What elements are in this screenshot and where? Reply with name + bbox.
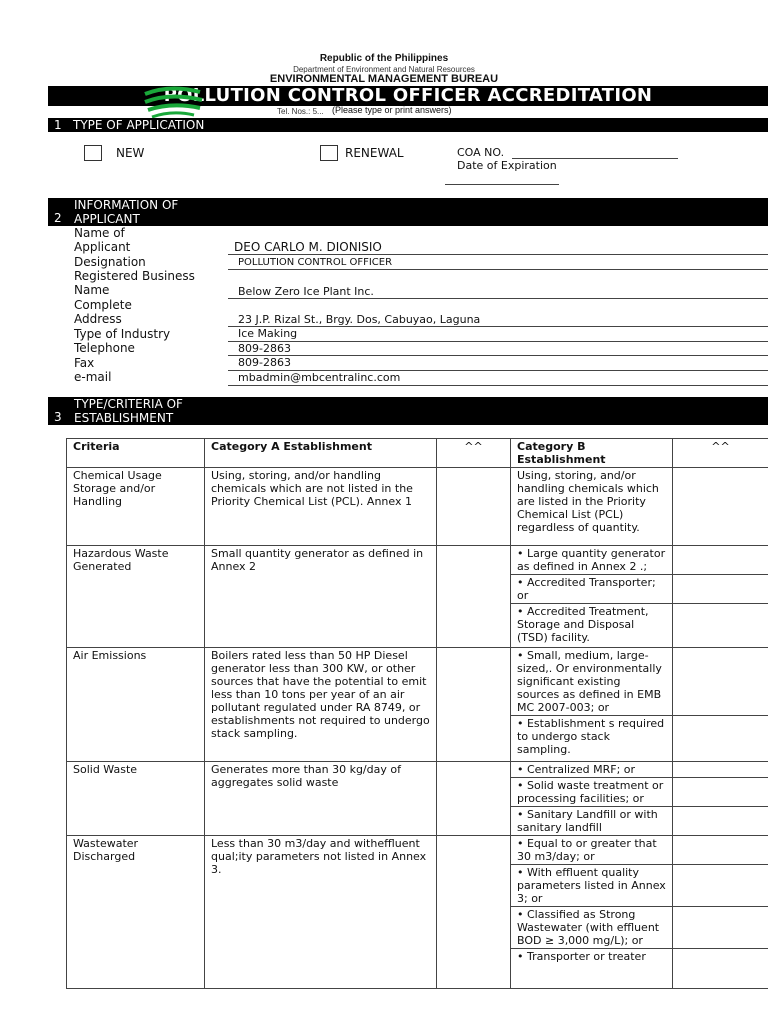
emb-logo-icon — [140, 82, 210, 122]
category-a-cell: Using, storing, and/or handling chemicals which are not listed in the Priority Chemical List (PCL). Annex 1 — [205, 468, 437, 546]
fax-value: 809-2863 — [238, 356, 291, 369]
mark-a-cell[interactable] — [437, 762, 511, 836]
business-name-label: Registered Business Name — [74, 269, 195, 297]
table-header-row — [67, 439, 768, 468]
field-divider — [228, 385, 768, 386]
mark-a-cell[interactable] — [437, 546, 511, 648]
section-2-label: INFORMATION OF APPLICANT — [74, 198, 179, 226]
industry-label: Type of Industry — [74, 327, 171, 341]
category-a-cell: Boilers rated less than 50 HP Diesel generator less than 300 KW, or other sources that have the potential to emit less than 10 tons per year of an air pollutant regulated under RA 8749, or establishments not required to undergo stack sampling. — [205, 648, 437, 762]
table-row — [67, 836, 768, 865]
email-value: mbadmin@mbcentralinc.com — [238, 371, 401, 384]
mark-a-cell[interactable] — [437, 648, 511, 762]
mark-b-cell[interactable] — [673, 949, 768, 989]
expiration-label: Date of Expiration — [457, 159, 557, 172]
renewal-label: RENEWAL — [345, 146, 404, 160]
bureau-text: ENVIRONMENTAL MANAGEMENT BUREAU — [269, 73, 499, 85]
section-1-number: 1 — [54, 118, 62, 132]
department-text: Department of Environment and Natural Resources — [293, 65, 475, 74]
mark-b-cell[interactable] — [673, 907, 768, 949]
section-1-bar — [48, 118, 768, 132]
instruction-text: (Please type or print answers) — [332, 105, 452, 115]
category-a-cell: Small quantity generator as defined in Annex 2 — [205, 546, 437, 648]
fax-label: Fax — [74, 356, 95, 370]
criteria-cell: Chemical Usage Storage and/or Handling — [67, 468, 205, 546]
criteria-cell: Solid Waste — [67, 762, 205, 836]
header-mark-b: ^^ — [673, 439, 768, 468]
mark-b-cell[interactable] — [673, 836, 768, 865]
criteria-cell: Hazardous Waste Generated — [67, 546, 205, 648]
section-1-label: TYPE OF APPLICATION — [73, 118, 205, 132]
category-b-cell: • Classified as Strong Wastewater (with effluent BOD ≥ 3,000 mg/L); or — [511, 907, 673, 949]
industry-value: Ice Making — [238, 327, 298, 340]
email-label: e-mail — [74, 370, 112, 384]
designation-label: Designation — [74, 255, 146, 269]
category-b-cell: • With effluent quality parameters listed in Annex 3; or — [511, 865, 673, 907]
category-a-cell: Less than 30 m3/day and witheffluent qual;ity parameters not listed in Annex 3. — [205, 836, 437, 989]
mark-b-cell[interactable] — [673, 604, 768, 648]
mark-b-cell[interactable] — [673, 716, 768, 762]
header-criteria: Criteria — [67, 439, 205, 468]
table-row — [67, 546, 768, 575]
address-value: 23 J.P. Rizal St., Brgy. Dos, Cabuyao, Laguna — [238, 313, 481, 326]
category-b-cell: • Equal to or greater that 30 m3/day; or — [511, 836, 673, 865]
new-checkbox[interactable] — [84, 145, 102, 161]
field-divider — [228, 326, 768, 327]
category-b-cell: • Establishment s required to undergo stack sampling. — [511, 716, 673, 762]
category-b-cell: • Centralized MRF; or — [511, 762, 673, 778]
category-b-cell: • Accredited Transporter; or — [511, 575, 673, 604]
header-mark-a: ^^ — [437, 439, 511, 468]
table-row — [67, 762, 768, 778]
business-name-value: Below Zero Ice Plant Inc. — [238, 285, 374, 298]
renewal-checkbox[interactable] — [320, 145, 338, 161]
republic-text: Republic of the Philippines — [319, 53, 449, 64]
designation-value: POLLUTION CONTROL OFFICER — [238, 257, 393, 268]
header-category-a: Category A Establishment — [205, 439, 437, 468]
section-2-number: 2 — [54, 211, 62, 225]
mark-a-cell[interactable] — [437, 468, 511, 546]
criteria-table — [66, 438, 768, 989]
section-2-bar — [48, 198, 768, 226]
mark-b-cell[interactable] — [673, 762, 768, 778]
category-b-cell: • Large quantity generator as defined in Annex 2 .; — [511, 546, 673, 575]
field-divider — [228, 355, 768, 356]
category-b-cell: • Small, medium, large-sized,. Or environmentally significant existing sources as defined in EMB MC 2007-003; or — [511, 648, 673, 716]
tel-text: Tel. Nos.: 5... — [277, 107, 324, 116]
section-3-number: 3 — [54, 410, 62, 424]
header-category-b: Category B Establishment — [511, 439, 673, 468]
category-a-cell: Generates more than 30 kg/day of aggregates solid waste — [205, 762, 437, 836]
mark-b-cell[interactable] — [673, 546, 768, 575]
section-3-bar — [48, 397, 768, 425]
address-label: Complete Address — [74, 298, 132, 326]
mark-b-cell[interactable] — [673, 865, 768, 907]
telephone-value: 809-2863 — [238, 342, 291, 355]
mark-b-cell[interactable] — [673, 648, 768, 716]
category-b-cell: • Transporter or treater — [511, 949, 673, 989]
field-divider — [228, 254, 768, 255]
mark-a-cell[interactable] — [437, 836, 511, 989]
applicant-name-value: DEO CARLO M. DIONISIO — [234, 240, 382, 254]
criteria-cell: Air Emissions — [67, 648, 205, 762]
mark-b-cell[interactable] — [673, 575, 768, 604]
applicant-name-label: Name of Applicant — [74, 226, 131, 254]
expiration-input-line[interactable] — [445, 184, 559, 185]
new-label: NEW — [116, 146, 145, 160]
mark-b-cell[interactable] — [673, 778, 768, 807]
telephone-label: Telephone — [74, 341, 135, 355]
mark-b-cell[interactable] — [673, 807, 768, 836]
coa-label: COA NO. — [457, 146, 505, 159]
category-b-cell: • Sanitary Landfill or with sanitary landfill — [511, 807, 673, 836]
section-3-label: TYPE/CRITERIA OF ESTABLISHMENT — [74, 397, 183, 425]
table-row — [67, 648, 768, 716]
category-b-cell: Using, storing, and/or handling chemicals which are listed in the Priority Chemical List (PCL) regardless of quantity. — [511, 468, 673, 546]
criteria-cell: Wastewater Discharged — [67, 836, 205, 989]
category-b-cell: • Accredited Treatment, Storage and Disposal (TSD) facility. — [511, 604, 673, 648]
field-divider — [228, 298, 768, 299]
category-b-cell: • Solid waste treatment or processing facilities; or — [511, 778, 673, 807]
mark-b-cell[interactable] — [673, 468, 768, 546]
field-divider — [228, 269, 768, 270]
page-title: POLLUTION CONTROL OFFICER ACCREDITATION — [163, 85, 653, 106]
table-row — [67, 468, 768, 546]
field-divider — [228, 341, 768, 342]
